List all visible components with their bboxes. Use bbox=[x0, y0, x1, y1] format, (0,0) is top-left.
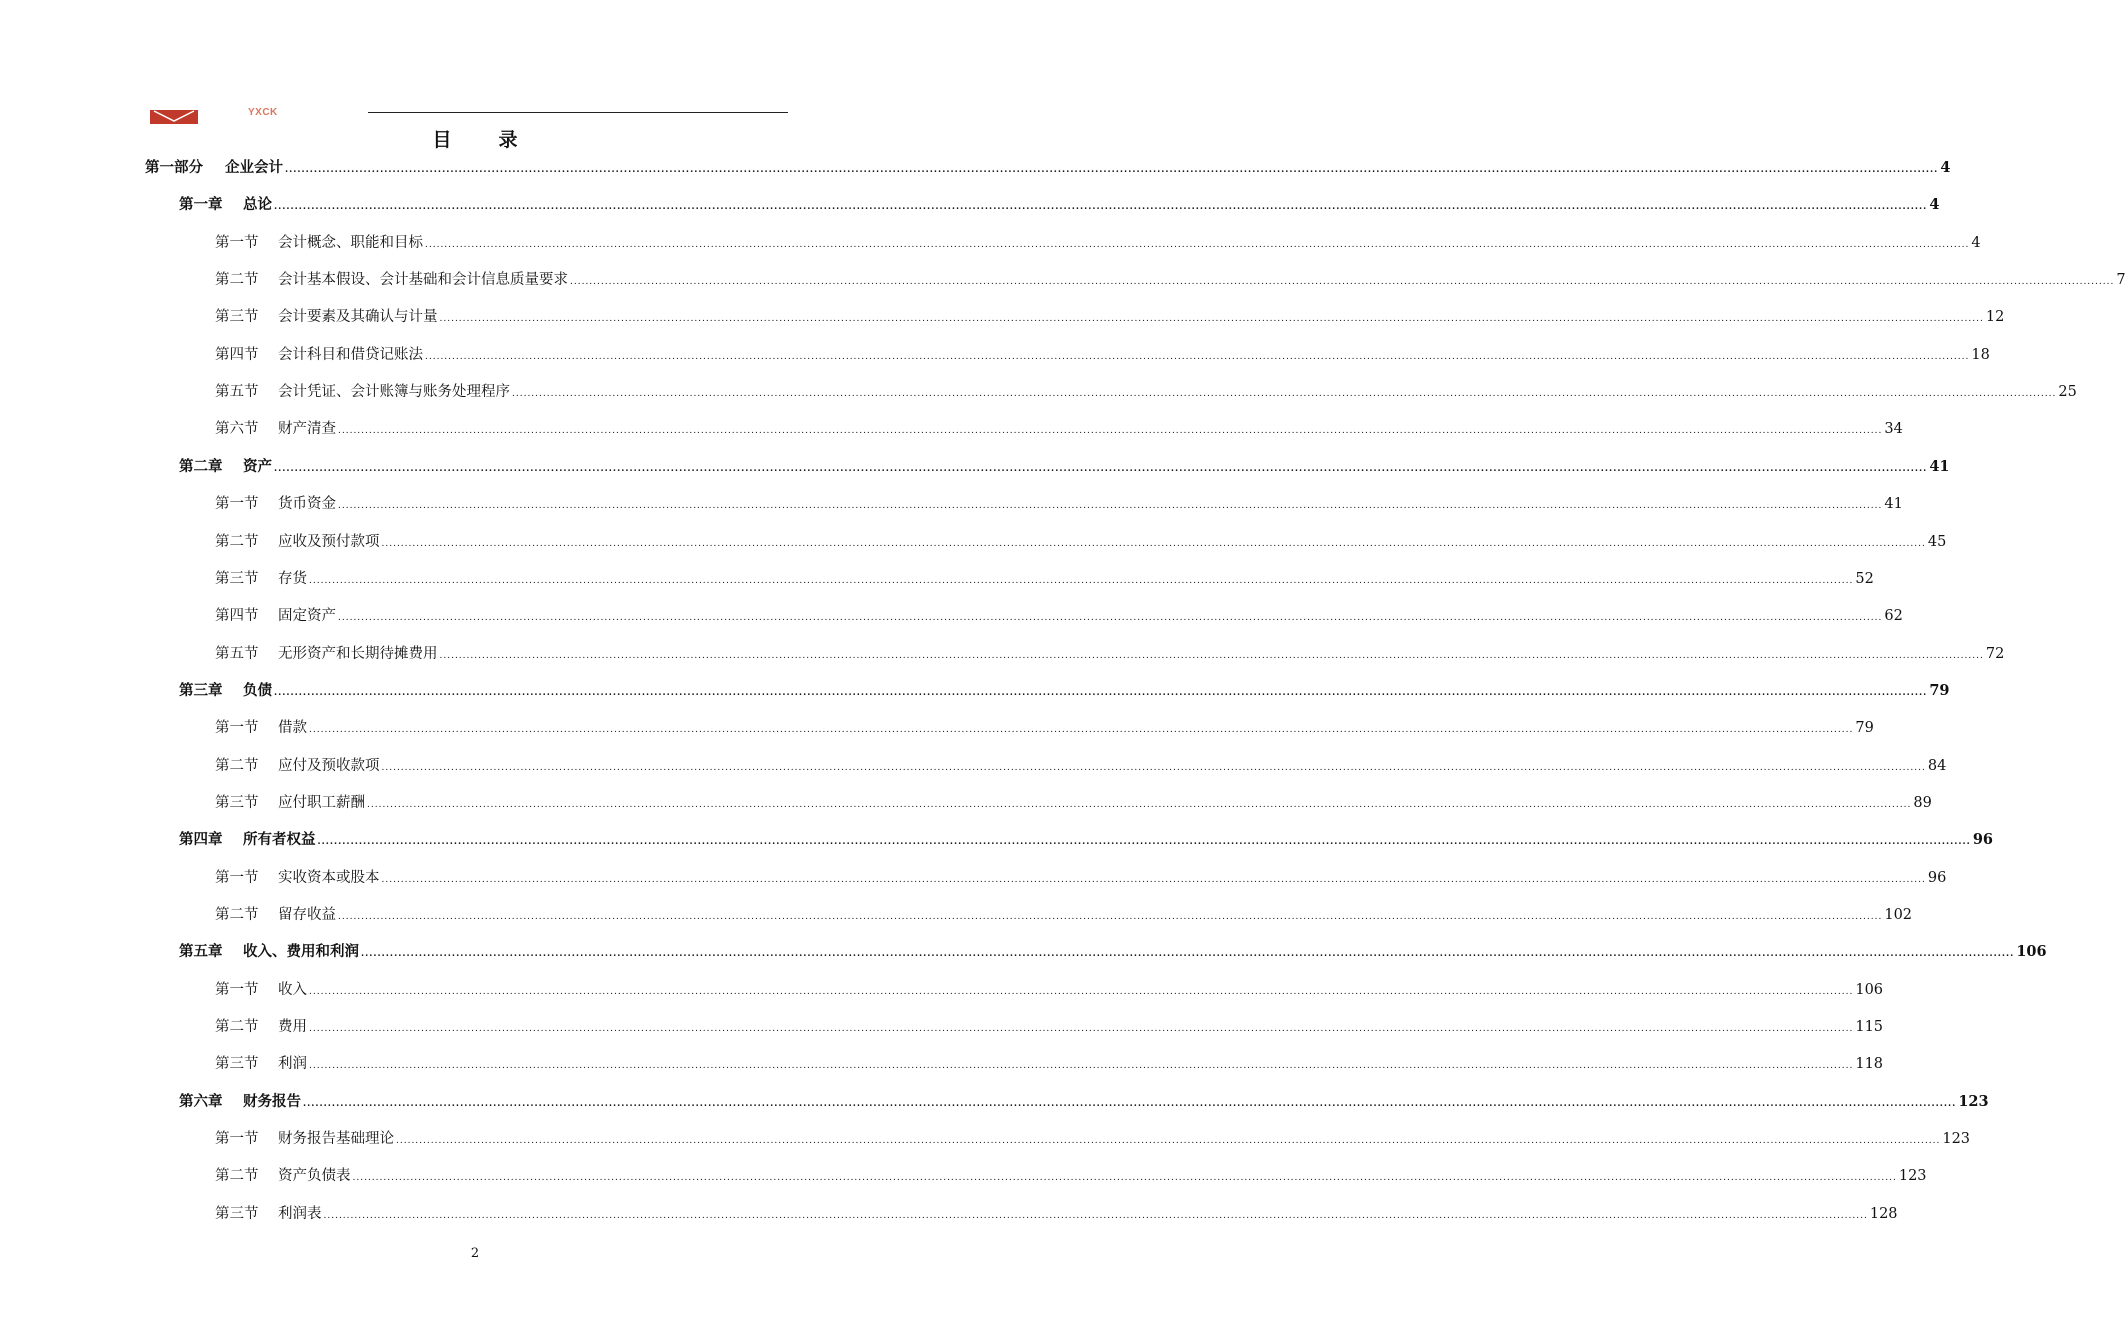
toc-entry-section[interactable] bbox=[215, 382, 2077, 402]
toc-entry-number: 第三章 bbox=[179, 681, 223, 699]
toc-entry-page: 96 bbox=[1927, 869, 1947, 886]
toc-entry-section[interactable] bbox=[215, 532, 1947, 552]
toc-entry-number: 第一节 bbox=[215, 1131, 259, 1148]
toc-entry-page: 4 bbox=[1971, 234, 1981, 251]
toc-dot-leader: ................................................................................................................................................................................................................................................................................................................................................................................................................ bbox=[338, 912, 1883, 922]
toc-entry-number: 第一部分 bbox=[145, 159, 203, 176]
toc-dot-leader: ................................................................................................................................................................................................................................................................................................................................................................................................................ bbox=[274, 463, 1928, 474]
toc-dot-leader: ................................................................................................................................................................................................................................................................................................................................................................................................................ bbox=[439, 314, 1984, 325]
toc-entry-title: 存货 bbox=[278, 570, 307, 587]
toc-entry-number: 第五节 bbox=[215, 384, 259, 401]
toc-entry-title: 费用 bbox=[278, 1019, 307, 1036]
toc-dot-leader: ................................................................................................................................................................................................................................................................................................................................................................................................................ bbox=[338, 426, 1883, 437]
toc-entry-number: 第五章 bbox=[179, 943, 223, 961]
toc-entry-number: 第四节 bbox=[215, 346, 259, 363]
toc-entry-page: 123 bbox=[1898, 1168, 1927, 1185]
toc-dot-leader: ................................................................................................................................................................................................................................................................................................................................................................................................................ bbox=[338, 613, 1883, 624]
toc-entry-number: 第三节 bbox=[215, 1205, 259, 1222]
toc-entry-number: 第三节 bbox=[215, 794, 259, 811]
toc-entry-page: 102 bbox=[1884, 907, 1913, 923]
toc-entry-page: 96 bbox=[1972, 831, 1994, 849]
toc-entry-section[interactable] bbox=[215, 905, 1913, 925]
toc-entry-section[interactable] bbox=[215, 1129, 1971, 1149]
toc-entry-section[interactable] bbox=[215, 718, 1874, 738]
toc-entry-title: 收入、费用和利润 bbox=[243, 943, 359, 961]
toc-entry-number: 第五节 bbox=[215, 645, 259, 662]
toc-entry-page: 7 bbox=[2116, 272, 2126, 289]
toc-entry-number: 第一节 bbox=[215, 981, 259, 998]
toc-dot-leader: ................................................................................................................................................................................................................................................................................................................................................................................................................ bbox=[323, 1210, 1868, 1221]
toc-entry-section[interactable] bbox=[215, 1017, 1884, 1037]
toc-entry-title: 借款 bbox=[278, 720, 307, 737]
toc-entry-number: 第三节 bbox=[215, 570, 259, 587]
toc-entry-page: 115 bbox=[1855, 1019, 1884, 1036]
toc-entry-number: 第一节 bbox=[215, 496, 259, 513]
logo-chevron-icon bbox=[150, 110, 198, 124]
page-number: 2 bbox=[470, 1246, 480, 1261]
toc-entry-title: 企业会计 bbox=[225, 159, 283, 176]
toc-entry-number: 第四章 bbox=[179, 831, 223, 849]
toc-entry-section[interactable] bbox=[215, 1054, 1884, 1074]
toc-entry-title: 资产 bbox=[243, 457, 272, 475]
toc-entry-number: 第二节 bbox=[215, 1168, 259, 1185]
toc-entry-page: 12 bbox=[1985, 309, 2005, 326]
toc-dot-leader: ................................................................................................................................................................................................................................................................................................................................................................................................................ bbox=[570, 277, 2115, 288]
toc-entry-title: 无形资产和长期待摊费用 bbox=[278, 645, 438, 662]
toc-entry-number: 第二章 bbox=[179, 457, 223, 475]
toc-entry-number: 第二节 bbox=[215, 1019, 259, 1036]
toc-entry-page: 118 bbox=[1855, 1056, 1884, 1073]
toc-entry-number: 第一节 bbox=[215, 720, 259, 737]
toc-dot-leader: ................................................................................................................................................................................................................................................................................................................................................................................................................ bbox=[309, 1024, 1854, 1035]
toc-dot-leader: ................................................................................................................................................................................................................................................................................................................................................................................................................ bbox=[309, 1061, 1854, 1072]
toc-entry-title: 会计基本假设、会计基础和会计信息质量要求 bbox=[278, 272, 568, 289]
toc-dot-leader: ................................................................................................................................................................................................................................................................................................................................................................................................................ bbox=[381, 538, 1926, 549]
toc-entry-title: 会计概念、职能和目标 bbox=[278, 234, 423, 251]
toc-entry-page: 106 bbox=[2016, 943, 2047, 961]
toc-dot-leader: ................................................................................................................................................................................................................................................................................................................................................................................................................ bbox=[317, 837, 1971, 848]
toc-entry-page: 25 bbox=[2058, 384, 2077, 401]
toc-entry-section[interactable] bbox=[215, 1166, 1927, 1186]
toc-entry-page: 123 bbox=[1942, 1131, 1971, 1148]
toc-entry-page: 45 bbox=[1927, 533, 1947, 550]
toc-entry-number: 第一节 bbox=[215, 869, 259, 886]
toc-entry-page: 79 bbox=[1855, 720, 1874, 737]
toc-entry-section[interactable] bbox=[215, 980, 1884, 1000]
toc-dot-leader: ................................................................................................................................................................................................................................................................................................................................................................................................................ bbox=[309, 725, 1854, 736]
toc-dot-leader: ................................................................................................................................................................................................................................................................................................................................................................................................................ bbox=[352, 1173, 1897, 1184]
toc-dot-leader: ................................................................................................................................................................................................................................................................................................................................................................................................................ bbox=[425, 351, 1970, 362]
toc-entry-chapter[interactable] bbox=[179, 457, 1950, 477]
toc-entry-section[interactable] bbox=[215, 793, 1932, 813]
toc-entry-page: 52 bbox=[1855, 570, 1874, 587]
logo-text: YXCK bbox=[248, 107, 278, 118]
toc-entry-title: 资产负债表 bbox=[278, 1168, 351, 1185]
toc-entry-title: 财务报告基础理论 bbox=[278, 1131, 394, 1148]
toc-entry-chapter[interactable] bbox=[179, 830, 1994, 850]
toc-dot-leader: ................................................................................................................................................................................................................................................................................................................................................................................................................ bbox=[381, 874, 1926, 885]
toc-entry-number: 第二节 bbox=[215, 907, 259, 923]
toc-entry-page: 18 bbox=[1971, 346, 1990, 363]
toc-dot-leader: ................................................................................................................................................................................................................................................................................................................................................................................................................ bbox=[309, 986, 1854, 997]
toc-entry-page: 4 bbox=[1940, 159, 1951, 176]
toc-entry-title: 利润表 bbox=[278, 1205, 322, 1222]
toc-entry-section[interactable] bbox=[215, 1204, 1898, 1224]
toc-dot-leader: ................................................................................................................................................................................................................................................................................................................................................................................................................ bbox=[396, 1136, 1941, 1147]
toc-entry-title: 应收及预付款项 bbox=[278, 533, 380, 550]
toc-entry-page: 34 bbox=[1884, 421, 1903, 438]
toc-entry-title: 财务报告 bbox=[243, 1092, 301, 1110]
toc-entry-section[interactable] bbox=[215, 644, 2005, 664]
toc-entry-title: 货币资金 bbox=[278, 496, 336, 513]
toc-entry-number: 第二节 bbox=[215, 272, 259, 289]
toc-entry-page: 62 bbox=[1884, 608, 1903, 625]
toc-entry-number: 第六章 bbox=[179, 1092, 223, 1110]
toc-entry-chapter[interactable] bbox=[179, 195, 1940, 215]
toc-entry-section[interactable] bbox=[215, 233, 1981, 253]
toc-entry-chapter[interactable] bbox=[179, 681, 1950, 701]
toc-entry-number: 第一节 bbox=[215, 234, 259, 251]
toc-entry-part[interactable] bbox=[145, 158, 1951, 178]
toc-entry-page: 84 bbox=[1927, 757, 1947, 774]
toc-entry-number: 第二节 bbox=[215, 757, 259, 774]
toc-dot-leader: ................................................................................................................................................................................................................................................................................................................................................................................................................ bbox=[381, 762, 1926, 773]
toc-entry-number: 第一章 bbox=[179, 196, 223, 214]
toc-entry-chapter[interactable] bbox=[179, 1092, 1989, 1112]
toc-entry-title: 留存收益 bbox=[278, 907, 336, 923]
toc-entry-page: 4 bbox=[1929, 196, 1940, 214]
toc-entry-title: 实收资本或股本 bbox=[278, 869, 380, 886]
toc-entry-page: 79 bbox=[1929, 681, 1950, 699]
toc-dot-leader: ................................................................................................................................................................................................................................................................................................................................................................................................................ bbox=[309, 575, 1854, 586]
toc-dot-leader: ................................................................................................................................................................................................................................................................................................................................................................................................................ bbox=[274, 202, 1928, 213]
logo-mark bbox=[150, 110, 198, 124]
toc-dot-leader: ................................................................................................................................................................................................................................................................................................................................................................................................................ bbox=[338, 501, 1883, 512]
toc-entry-title: 应付及预收款项 bbox=[278, 757, 380, 774]
toc-title: 目 录 bbox=[432, 129, 532, 151]
toc-entry-page: 123 bbox=[1958, 1092, 1989, 1110]
toc-entry-page: 128 bbox=[1869, 1205, 1898, 1222]
toc-entry-title: 总论 bbox=[243, 196, 272, 214]
toc-dot-leader: ................................................................................................................................................................................................................................................................................................................................................................................................................ bbox=[439, 650, 1984, 661]
toc-entry-section[interactable] bbox=[215, 270, 2126, 290]
toc-entry-section[interactable] bbox=[215, 756, 1947, 776]
toc-entry-section[interactable] bbox=[215, 868, 1947, 888]
toc-entry-page: 41 bbox=[1929, 457, 1950, 475]
toc-dot-leader: ................................................................................................................................................................................................................................................................................................................................................................................................................ bbox=[274, 687, 1928, 698]
toc-entry-page: 41 bbox=[1884, 496, 1903, 513]
toc-entry-title: 会计要素及其确认与计量 bbox=[278, 309, 438, 326]
toc-entry-title: 所有者权益 bbox=[243, 831, 316, 849]
toc-entry-chapter[interactable] bbox=[179, 942, 2047, 962]
toc-entry-number: 第三节 bbox=[215, 1056, 259, 1073]
toc-dot-leader: ................................................................................................................................................................................................................................................................................................................................................................................................................ bbox=[285, 165, 1939, 175]
toc-entry-number: 第二节 bbox=[215, 533, 259, 550]
toc-entry-page: 72 bbox=[1985, 645, 2005, 662]
toc-entry-title: 负债 bbox=[243, 681, 272, 699]
toc-entry-section[interactable] bbox=[215, 307, 2005, 327]
toc-dot-leader: ................................................................................................................................................................................................................................................................................................................................................................................................................ bbox=[512, 389, 2057, 400]
toc-entry-page: 106 bbox=[1855, 981, 1884, 998]
toc-entry-title: 利润 bbox=[278, 1056, 307, 1073]
toc-dot-leader: ................................................................................................................................................................................................................................................................................................................................................................................................................ bbox=[303, 1098, 1957, 1109]
toc-entry-title: 固定资产 bbox=[278, 608, 336, 625]
toc-dot-leader: ................................................................................................................................................................................................................................................................................................................................................................................................................ bbox=[367, 799, 1912, 810]
toc-entry-title: 收入 bbox=[278, 981, 307, 998]
toc-entry-section[interactable] bbox=[215, 494, 1903, 514]
toc-entry-section[interactable] bbox=[215, 606, 1903, 626]
toc-entry-title: 会计凭证、会计账簿与账务处理程序 bbox=[278, 384, 510, 401]
toc-entry-page: 89 bbox=[1913, 794, 1932, 811]
toc-entry-number: 第三节 bbox=[215, 309, 259, 326]
toc-dot-leader: ................................................................................................................................................................................................................................................................................................................................................................................................................ bbox=[361, 949, 2015, 960]
toc-entry-section[interactable] bbox=[215, 345, 1990, 365]
toc-entry-title: 应付职工薪酬 bbox=[278, 794, 365, 811]
toc-entry-title: 财产清查 bbox=[278, 421, 336, 438]
toc-entry-title: 会计科目和借贷记账法 bbox=[278, 346, 423, 363]
toc-entry-number: 第六节 bbox=[215, 421, 259, 438]
toc-entry-section[interactable] bbox=[215, 419, 1903, 439]
toc-entry-number: 第四节 bbox=[215, 608, 259, 625]
toc-dot-leader: ................................................................................................................................................................................................................................................................................................................................................................................................................ bbox=[425, 239, 1970, 250]
toc-entry-section[interactable] bbox=[215, 569, 1874, 589]
header-rule bbox=[368, 112, 788, 113]
